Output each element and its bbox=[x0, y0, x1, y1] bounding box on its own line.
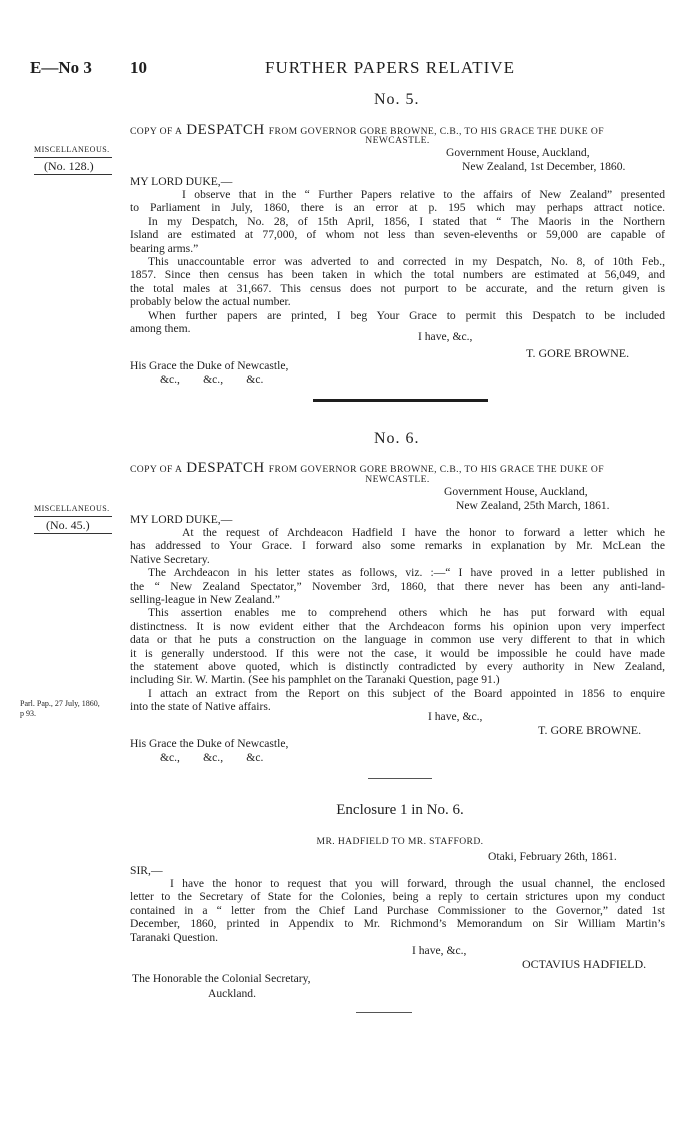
enclosure-addressee: The Honorable the Colonial Secretary, bbox=[132, 972, 311, 985]
despatch-6-closing: I have, &c., bbox=[428, 710, 483, 723]
enclosure-date: Otaki, February 26th, 1861. bbox=[488, 850, 617, 863]
despatch-6-number: No. 6. bbox=[374, 430, 420, 447]
enclosure-subheading: MR. HADFIELD TO MR. STAFFORD. bbox=[316, 836, 484, 847]
text-line: to Parliament in July, 1860, there is an error at p. 195 which may perhaps attract notice. bbox=[130, 201, 665, 215]
page-title: FURTHER PAPERS RELATIVE bbox=[265, 58, 515, 77]
text-line: In my Despatch, No. 28, of 15th April, 1856, I stated that “ The Maoris in the Northern bbox=[148, 214, 665, 228]
section-divider bbox=[356, 1012, 412, 1013]
text-line: data or that he puts a construction on the language in common use very different to that in which bbox=[130, 633, 665, 647]
despatch-6-addressee-etc: &c., &c., &c. bbox=[160, 751, 264, 764]
side-note-line1: Parl. Pap., 27 July, 1860, bbox=[20, 699, 100, 708]
enclosure-body bbox=[130, 877, 665, 944]
section-divider bbox=[368, 778, 432, 779]
text-line: has addressed to Your Grace. I forward also some remarks in explanation by Mr. McLean the bbox=[130, 539, 665, 553]
despatch-5-title-post: FROM GOVERNOR GORE BROWNE, C.B., TO HIS GRACE THE DUKE OF bbox=[268, 126, 604, 137]
despatch-6-signature: T. GORE BROWNE. bbox=[538, 723, 642, 737]
page-number: 10 bbox=[130, 58, 147, 77]
enclosure-salutation: SIR,— bbox=[130, 864, 163, 877]
despatch-6-title-pre: COPY OF A bbox=[130, 464, 183, 475]
text-line: bearing arms.” bbox=[130, 241, 199, 255]
despatch-6-address-line2: New Zealand, 25th March, 1861. bbox=[456, 499, 610, 512]
text-line: the “ New Zealand Spectator,” November 3rd, 1860, that there never has been any anti-land- bbox=[130, 579, 665, 593]
despatch-5-margin-number: (No. 128.) bbox=[44, 159, 94, 173]
text-line: The Archdeacon in his letter states as follows, viz. :—“ I have proved in a letter published in bbox=[148, 566, 665, 580]
text-line: Taranaki Question. bbox=[130, 930, 219, 944]
despatch-6-margin-number: (No. 45.) bbox=[46, 518, 90, 532]
side-note bbox=[20, 699, 100, 719]
despatch-5-title-word: DESPATCH bbox=[186, 122, 265, 138]
despatch-6-title-line2: NEWCASTLE. bbox=[365, 474, 430, 485]
despatch-6-margin-label: MISCELLANEOUS. bbox=[34, 504, 110, 513]
document-code: E—No 3 bbox=[30, 58, 92, 77]
text-line: I observe that in the “ Further Papers relative to the affairs of New Zealand” presented bbox=[182, 188, 665, 201]
text-line: letter to the Secretary of State for the Colonies, being a reply to certain strictures upon my conduct bbox=[130, 890, 665, 904]
side-note-line2: p 93. bbox=[20, 709, 36, 718]
text-line: distinctness. It is now evident either that the Archdeacon forms his opinion upon very imperfect bbox=[130, 619, 665, 633]
despatch-5-closing: I have, &c., bbox=[418, 330, 473, 343]
text-line: contained in a “ letter from the Chief Land Purchase Commissioner to the Governor,” dated 1st bbox=[130, 903, 665, 917]
text-line: At the request of Archdeacon Hadfield I have the honor to forward a letter which he bbox=[182, 526, 665, 539]
despatch-5-address-line2: New Zealand, 1st December, 1860. bbox=[462, 160, 626, 173]
text-line: Native Secretary. bbox=[130, 552, 210, 566]
despatch-5-address-line1: Government House, Auckland, bbox=[446, 146, 590, 159]
text-line: including Sir. W. Martin. (See his pamphlet on the Taranaki Question, page 91.) bbox=[130, 673, 500, 687]
despatch-5-salutation: MY LORD DUKE,— bbox=[130, 175, 233, 188]
despatch-6-title-word: DESPATCH bbox=[186, 460, 265, 476]
despatch-5-addressee: His Grace the Duke of Newcastle, bbox=[130, 359, 289, 372]
despatch-6-addressee: His Grace the Duke of Newcastle, bbox=[130, 737, 289, 750]
despatch-5-number: No. 5. bbox=[374, 91, 420, 108]
despatch-5-signature: T. GORE BROWNE. bbox=[526, 346, 630, 360]
enclosure-addressee-place: Auckland. bbox=[208, 987, 256, 1000]
text-line: I attach an extract from the Report on this subject of the Board appointed in 1856 to enquire bbox=[148, 686, 665, 700]
margin-underline bbox=[34, 516, 112, 517]
text-line: it is generally understood. If this were not the case, it would be impossible he could have made bbox=[130, 646, 665, 660]
text-line: among them. bbox=[130, 322, 191, 336]
despatch-6-title-post: FROM GOVERNOR GORE BROWNE, C.B., TO HIS GRACE THE DUKE OF bbox=[268, 464, 604, 475]
despatch-6-salutation: MY LORD DUKE,— bbox=[130, 513, 233, 526]
enclosure-closing: I have, &c., bbox=[412, 944, 467, 957]
text-line: selling-league in New Zealand.” bbox=[130, 593, 281, 607]
despatch-5-body bbox=[130, 188, 665, 335]
despatch-5-title-pre: COPY OF A bbox=[130, 126, 183, 137]
text-line: the total males at 31,667. This census does not purport to be accurate, and the return given is bbox=[130, 281, 665, 295]
despatch-6-address-line1: Government House, Auckland, bbox=[444, 485, 588, 498]
despatch-5-title-line2: NEWCASTLE. bbox=[365, 135, 430, 146]
text-line: This assertion enables me to comprehend others which he has put forward with equal bbox=[148, 606, 665, 620]
section-divider bbox=[313, 399, 488, 402]
text-line: December, 1860, printed in Appendix to Mr. Richmond’s Memorandum on Sir William Martin’s bbox=[130, 917, 665, 931]
text-line: probably below the actual number. bbox=[130, 295, 291, 309]
text-line: 1857. Since then census has been taken in which the total numbers are estimated at 56,049, and bbox=[130, 268, 665, 282]
text-line: the statement above quoted, which is distinctly contradicted by every authority in New Zealand, bbox=[130, 660, 665, 674]
margin-underline bbox=[34, 174, 112, 175]
text-line: I have the honor to request that you will forward, through the usual channel, the enclosed bbox=[170, 877, 665, 890]
margin-underline bbox=[34, 157, 112, 158]
despatch-5-addressee-etc: &c., &c., &c. bbox=[160, 373, 264, 386]
text-line: This unaccountable error was adverted to and corrected in my Despatch, No. 8, of 10th Feb., bbox=[148, 255, 665, 269]
text-line: When further papers are printed, I beg Your Grace to permit this Despatch to be included bbox=[148, 308, 665, 322]
margin-underline bbox=[34, 533, 112, 534]
despatch-5-margin-label: MISCELLANEOUS. bbox=[34, 145, 110, 154]
text-line: into the state of Native affairs. bbox=[130, 700, 271, 714]
enclosure-signature: OCTAVIUS HADFIELD. bbox=[522, 957, 647, 971]
enclosure-heading: Enclosure 1 in No. 6. bbox=[336, 802, 464, 818]
text-line: Island are estimated at 77,000, of whom not less than seven-elevenths or 59,000 are capable of bbox=[130, 228, 665, 242]
despatch-6-body bbox=[130, 526, 665, 714]
